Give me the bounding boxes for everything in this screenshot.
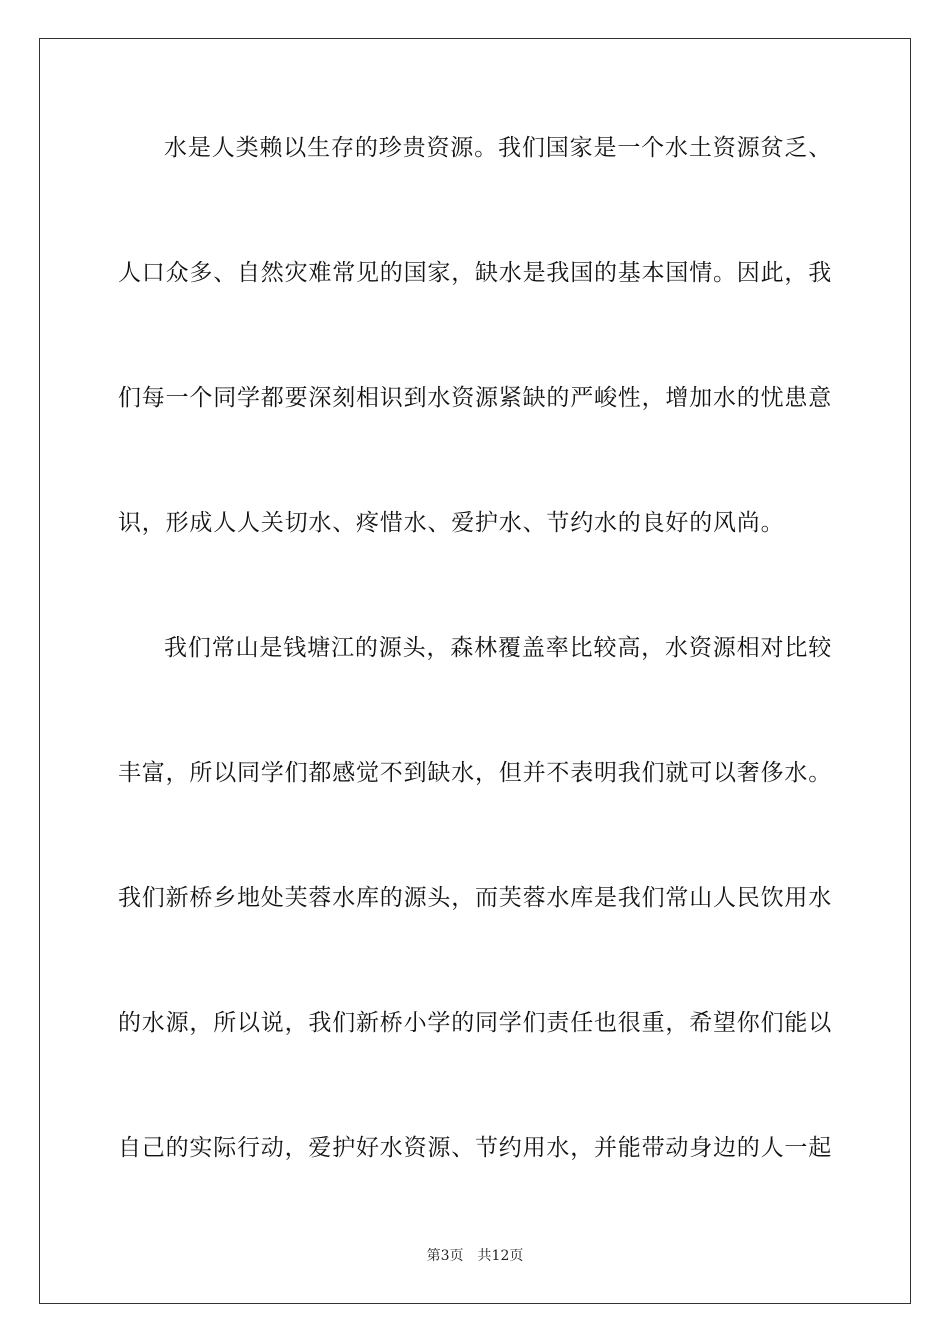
text-line-2: 人口众多、自然灾难常见的国家，缺水是我国的基本国情。因此，我	[118, 260, 832, 286]
text-line-5: 我们常山是钱塘江的源头，森林覆盖率比较高，水资源相对比较	[164, 635, 832, 661]
page-border	[39, 38, 911, 1304]
text-line-4: 识，形成人人关切水、疼惜水、爱护水、节约水的良好的风尚。	[118, 510, 785, 536]
text-line-9: 自己的实际行动，爱护好水资源、节约用水，并能带动身边的人一起	[118, 1135, 832, 1161]
text-line-7: 我们新桥乡地处芙蓉水库的源头，而芙蓉水库是我们常山人民饮用水	[118, 885, 832, 911]
text-line-3: 们每一个同学都要深刻相识到水资源紧缺的严峻性，增加水的忧患意	[118, 385, 832, 411]
page-number-footer: 第3页 共12页	[426, 1248, 524, 1264]
text-line-6: 丰富，所以同学们都感觉不到缺水，但并不表明我们就可以奢侈水。	[118, 760, 832, 786]
text-line-8: 的水源，所以说，我们新桥小学的同学们责任也很重，希望你们能以	[118, 1010, 832, 1036]
text-line-1: 水是人类赖以生存的珍贵资源。我们国家是一个水土资源贫乏、	[164, 135, 832, 161]
